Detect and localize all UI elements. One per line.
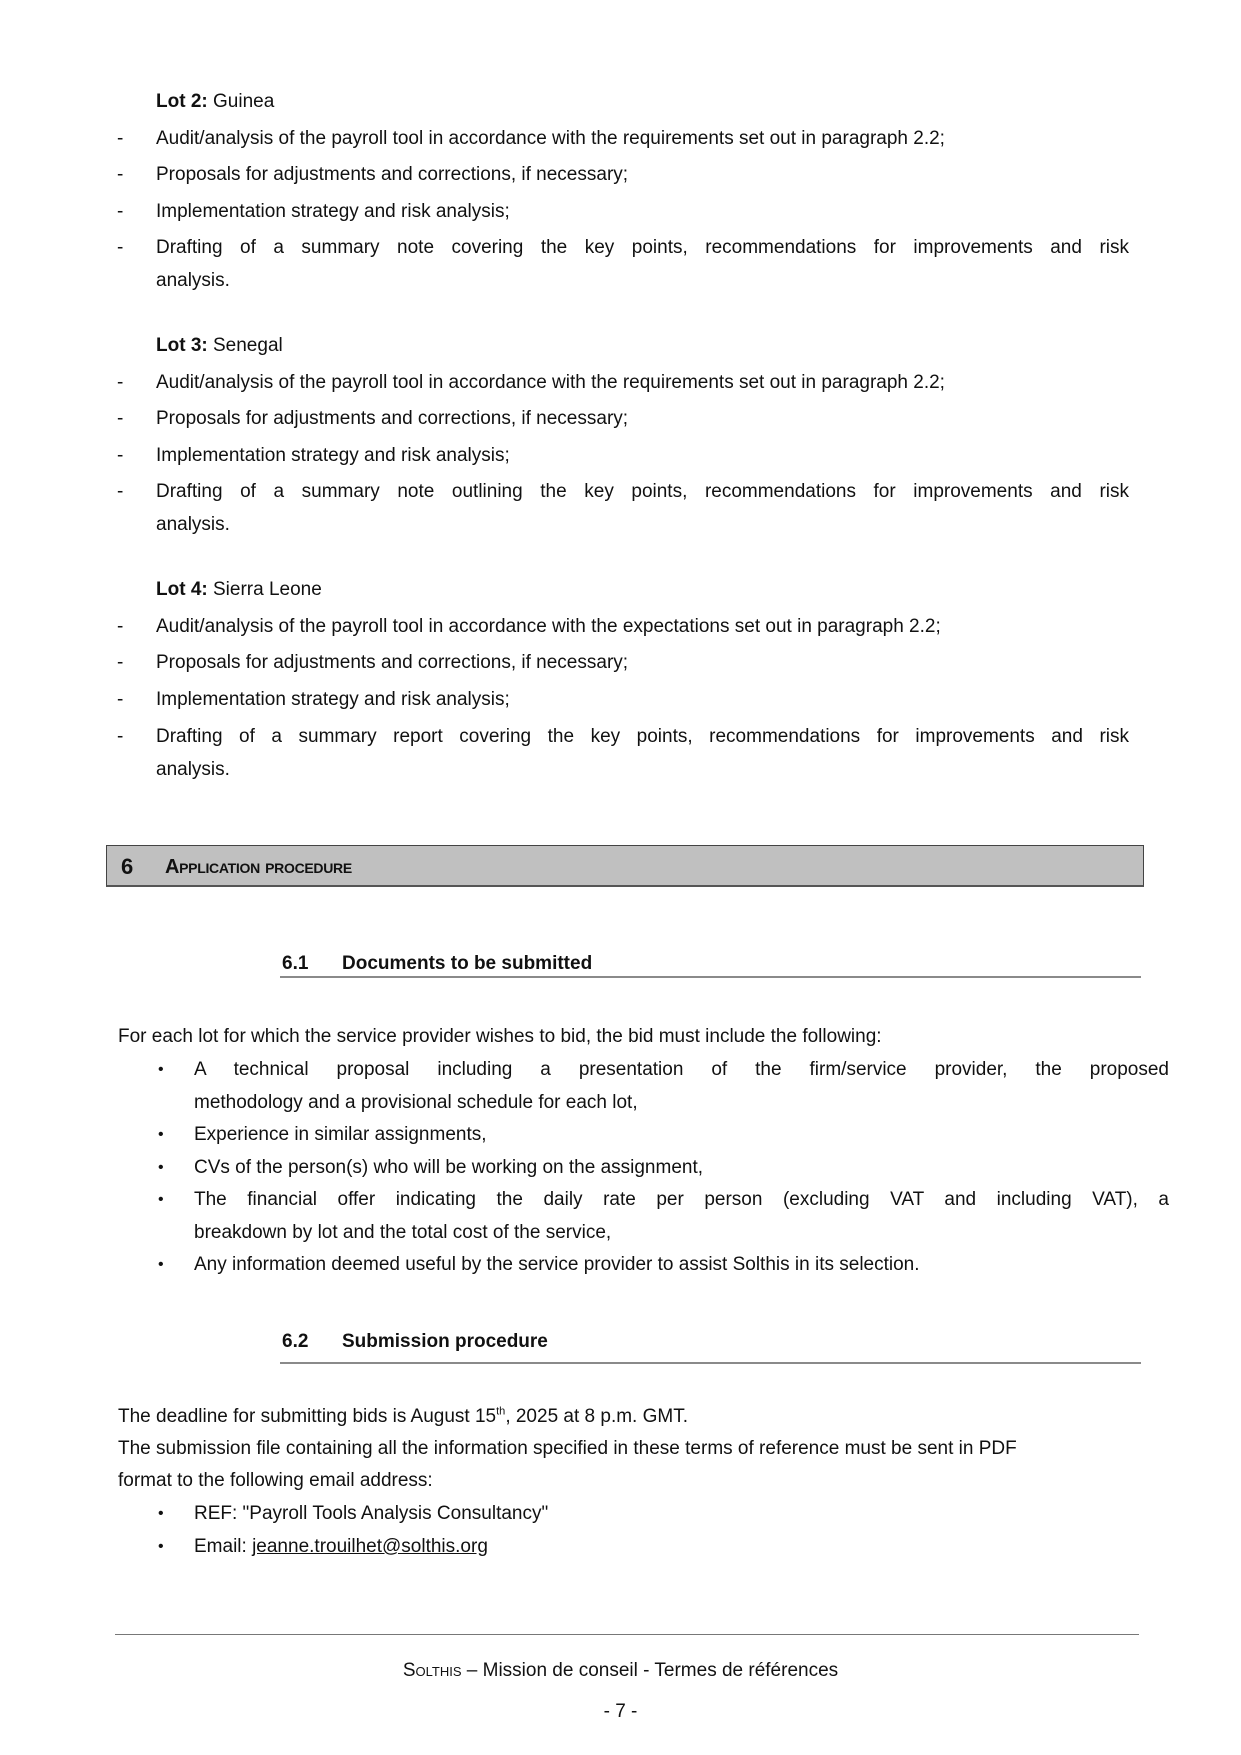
list-item: Audit/analysis of the payroll tool in accordance with the expectations set out in paragraph 2.2; (156, 616, 941, 637)
footer-text (0, 1659, 1241, 1683)
list-item-continuation: analysis. (156, 514, 230, 535)
list-item: Proposals for adjustments and corrections, if necessary; (156, 164, 629, 185)
bullet-marker: • (158, 1061, 164, 1078)
section-number: 6 (121, 854, 134, 879)
list-item: Implementation strategy and risk analysis; (156, 201, 510, 222)
deadline-date: The deadline for submitting bids is August 15 (118, 1406, 497, 1427)
subsection-heading-6-1 (282, 952, 592, 976)
lot-country: Senegal (213, 335, 283, 356)
dash-marker: - (117, 481, 124, 502)
submission-paragraph: The submission file containing all the information specified in these terms of reference must be sent in PDF (118, 1438, 1017, 1459)
dash-marker: - (117, 128, 124, 149)
reference-item: REF: "Payroll Tools Analysis Consultancy" (194, 1503, 549, 1524)
list-item: Experience in similar assignments, (194, 1124, 487, 1145)
section-title: Application procedure (165, 856, 352, 878)
subsection-underline (280, 976, 1141, 978)
bullet-marker: • (158, 1256, 164, 1273)
bullet-marker: • (158, 1159, 164, 1176)
dash-marker: - (117, 372, 124, 393)
list-item-continuation: analysis. (156, 759, 230, 780)
dash-marker: - (117, 408, 124, 429)
list-item: The financial offer indicating the daily rate per person (excluding VAT and including VAT), a (194, 1189, 1169, 1210)
lot-3-heading (156, 334, 283, 358)
subsection-title: Documents to be submitted (342, 953, 593, 974)
lot-2-heading (156, 90, 274, 114)
lot-4-heading (156, 578, 322, 602)
deadline-time: , 2025 at 8 p.m. GMT. (505, 1406, 689, 1427)
list-item: Drafting of a summary report covering the key points, recommendations for improvements and risk (156, 726, 1129, 747)
submission-paragraph-continuation: format to the following email address: (118, 1470, 433, 1491)
list-item: A technical proposal including a presentation of the firm/service provider, the proposed (194, 1059, 1169, 1080)
subsection-underline (280, 1362, 1141, 1364)
subsection-heading-6-2 (282, 1330, 548, 1354)
dash-marker: - (117, 616, 124, 637)
subsection-number: 6.2 (282, 1331, 309, 1352)
dash-marker: - (117, 164, 124, 185)
lot-country: Guinea (213, 91, 275, 112)
lot-label: Lot 4: (156, 579, 208, 600)
email-item (194, 1535, 488, 1559)
bullet-marker: • (158, 1126, 164, 1143)
list-item: CVs of the person(s) who will be working on the assignment, (194, 1157, 704, 1178)
intro-paragraph: For each lot for which the service provider wishes to bid, the bid must include the following: (118, 1026, 882, 1047)
bullet-marker: • (158, 1505, 164, 1522)
footer-divider (115, 1634, 1139, 1635)
lot-label: Lot 3: (156, 335, 208, 356)
email-label: Email: (194, 1536, 253, 1557)
dash-marker: - (117, 237, 124, 258)
list-item: Implementation strategy and risk analysis; (156, 689, 510, 710)
subsection-number: 6.1 (282, 953, 309, 974)
deadline-text (118, 1405, 688, 1429)
footer-org: Solthis (402, 1660, 462, 1681)
footer-title: – Mission de conseil - Termes de références (461, 1660, 839, 1681)
list-item: Proposals for adjustments and corrections, if necessary; (156, 652, 629, 673)
list-item: Audit/analysis of the payroll tool in accordance with the requirements set out in paragraph 2.2; (156, 128, 945, 149)
dash-marker: - (117, 726, 124, 747)
list-item: Proposals for adjustments and corrections, if necessary; (156, 408, 629, 429)
list-item: Any information deemed useful by the service provider to assist Solthis in its selection. (194, 1254, 920, 1275)
list-item-continuation: methodology and a provisional schedule for each lot, (194, 1092, 638, 1113)
dash-marker: - (117, 652, 124, 673)
list-item: Audit/analysis of the payroll tool in accordance with the requirements set out in paragraph 2.2; (156, 372, 945, 393)
list-item: Drafting of a summary note covering the key points, recommendations for improvements and risk (156, 237, 1129, 258)
email-link[interactable]: jeanne.trouilhet@solthis.org (252, 1536, 488, 1557)
dash-marker: - (117, 201, 124, 222)
dash-marker: - (117, 445, 124, 466)
bullet-marker: • (158, 1538, 164, 1555)
dash-marker: - (117, 689, 124, 710)
subsection-title: Submission procedure (342, 1331, 548, 1352)
lot-country: Sierra Leone (213, 579, 322, 600)
page-number: - 7 - (603, 1701, 638, 1722)
list-item-continuation: analysis. (156, 270, 230, 291)
list-item-continuation: breakdown by lot and the total cost of the service, (194, 1222, 612, 1243)
section-heading-box (106, 845, 1144, 887)
list-item: Drafting of a summary note outlining the key points, recommendations for improvements and risk (156, 481, 1129, 502)
ordinal-suffix: th (496, 1405, 506, 1418)
lot-label: Lot 2: (156, 91, 208, 112)
bullet-marker: • (158, 1191, 164, 1208)
list-item: Implementation strategy and risk analysis; (156, 445, 510, 466)
